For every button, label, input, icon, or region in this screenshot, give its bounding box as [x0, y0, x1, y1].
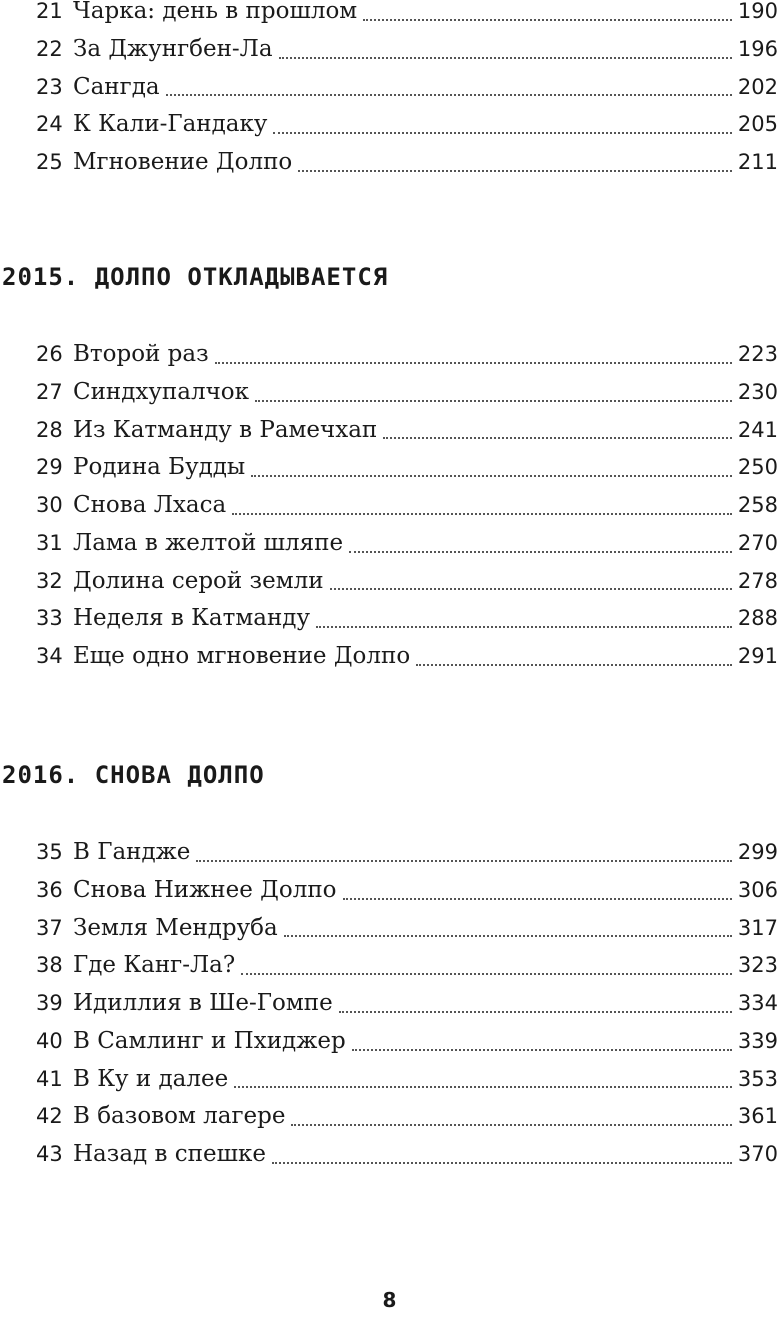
toc-entry — [36, 638, 778, 676]
toc-entry — [36, 1098, 778, 1136]
entry-title: Снова Лхаса — [73, 492, 227, 518]
entry-number: 35 — [36, 840, 63, 864]
dot-leader — [339, 1011, 732, 1013]
entry-number: 42 — [36, 1104, 63, 1129]
entry-title: В Ку и далее — [73, 1065, 229, 1092]
toc-entry — [36, 336, 778, 374]
entry-title: Идиллия в Ше-Гомпе — [73, 990, 333, 1016]
entry-title: Где Канг-Ла? — [73, 952, 236, 979]
dot-leader — [272, 1162, 732, 1164]
entry-title: В Самлинг и Пхиджер — [73, 1027, 346, 1054]
dot-leader — [330, 588, 732, 590]
entry-title: Чарка: день в прошлом — [73, 0, 358, 24]
entry-title: Второй раз — [73, 341, 209, 367]
entry-page: 230 — [737, 379, 778, 404]
dot-leader — [279, 57, 732, 59]
entry-number: 32 — [36, 568, 63, 593]
dot-leader — [291, 1124, 731, 1126]
page-number: 8 — [382, 1288, 397, 1312]
toc-entry — [36, 106, 778, 144]
toc-entry — [36, 31, 778, 69]
entry-title: За Джунгбен-Ла — [73, 35, 273, 62]
entry-title: В базовом лагере — [73, 1103, 286, 1130]
entry-page: 339 — [737, 1028, 778, 1053]
dot-leader — [234, 1086, 732, 1088]
toc-entry — [36, 600, 778, 638]
dot-leader — [215, 362, 732, 364]
entry-number: 33 — [36, 606, 63, 631]
toc-list-continued — [36, 0, 778, 182]
dot-leader — [196, 860, 731, 862]
entry-page: 223 — [737, 342, 778, 366]
dot-leader — [166, 94, 732, 96]
entry-page: 196 — [737, 36, 778, 61]
entry-number: 23 — [36, 74, 63, 99]
toc-entry — [36, 872, 778, 910]
entry-page: 291 — [737, 644, 778, 668]
dot-leader — [363, 19, 732, 21]
entry-number: 29 — [36, 455, 63, 480]
toc-entry — [36, 69, 778, 107]
dot-leader — [273, 132, 732, 134]
entry-number: 39 — [36, 991, 63, 1015]
entry-title: Из Катманду в Рамечхап — [73, 416, 378, 443]
entry-number: 43 — [36, 1142, 63, 1166]
entry-page: 353 — [737, 1066, 778, 1091]
entry-title: Долина серой земли — [73, 567, 324, 594]
toc-entry — [36, 910, 778, 948]
dot-leader — [352, 1049, 732, 1051]
entry-number: 34 — [36, 644, 63, 668]
entry-title: Сангда — [73, 73, 160, 100]
entry-page: 299 — [737, 840, 778, 864]
dot-leader — [383, 437, 732, 439]
entry-title: Синдхупалчок — [73, 378, 250, 405]
toc-list-2016 — [36, 834, 778, 1174]
toc-entry — [36, 947, 778, 985]
entry-title: Снова Нижнее Долпо — [73, 876, 337, 903]
toc-entry — [36, 1136, 778, 1174]
entry-page: 202 — [737, 74, 778, 99]
entry-page: 278 — [737, 568, 778, 593]
entry-title: Неделя в Катманду — [73, 605, 310, 632]
toc-entry — [36, 144, 778, 182]
section-heading: 2015. ДОЛПО ОТКЛАДЫВАЕТСЯ — [2, 263, 389, 291]
entry-number: 27 — [36, 379, 63, 404]
toc-entry — [36, 985, 778, 1023]
toc-entry — [36, 487, 778, 525]
dot-leader — [343, 898, 732, 900]
entry-title: В Гандже — [73, 839, 191, 865]
entry-page: 334 — [737, 991, 778, 1015]
toc-entry — [36, 525, 778, 563]
entry-page: 205 — [737, 112, 778, 137]
section-heading: 2016. СНОВА ДОЛПО — [2, 761, 265, 789]
dot-leader — [251, 475, 732, 477]
entry-number: 24 — [36, 112, 63, 137]
entry-title: Родина Будды — [73, 454, 246, 481]
toc-entry — [36, 449, 778, 487]
toc-entry — [36, 0, 778, 31]
dot-leader — [416, 664, 732, 666]
entry-title: Еще одно мгновение Долпо — [73, 643, 411, 669]
entry-number: 38 — [36, 953, 63, 978]
toc-entry — [36, 834, 778, 872]
toc-entry — [36, 563, 778, 601]
entry-number: 21 — [36, 0, 63, 23]
toc-entry — [36, 1061, 778, 1099]
entry-page: 241 — [737, 417, 778, 442]
toc-entry — [36, 374, 778, 412]
entry-page: 361 — [737, 1104, 778, 1129]
dot-leader — [349, 551, 732, 553]
entry-title: Земля Мендруба — [73, 914, 278, 941]
entry-title: Мгновение Долпо — [73, 149, 293, 175]
entry-number: 28 — [36, 417, 63, 442]
entry-page: 250 — [737, 455, 778, 480]
toc-list-2015 — [36, 336, 778, 676]
entry-page: 288 — [737, 606, 778, 631]
entry-number: 30 — [36, 493, 63, 517]
entry-number: 26 — [36, 342, 63, 366]
dot-leader — [255, 400, 732, 402]
entry-title: Лама в желтой шляпе — [73, 529, 344, 556]
dot-leader — [298, 170, 732, 172]
entry-title: Назад в спешке — [73, 1141, 266, 1167]
entry-page: 190 — [737, 0, 778, 23]
dot-leader — [241, 973, 732, 975]
entry-page: 317 — [737, 915, 778, 940]
entry-number: 40 — [36, 1028, 63, 1053]
entry-number: 31 — [36, 530, 63, 555]
toc-entry — [36, 412, 778, 450]
dot-leader — [232, 513, 732, 515]
dot-leader — [284, 935, 732, 937]
entry-title: К Кали-Гандаку — [73, 111, 268, 138]
entry-page: 211 — [737, 150, 778, 174]
entry-number: 25 — [36, 150, 63, 174]
entry-page: 370 — [737, 1142, 778, 1166]
dot-leader — [316, 626, 732, 628]
toc-entry — [36, 1023, 778, 1061]
entry-page: 258 — [737, 493, 778, 517]
entry-number: 36 — [36, 877, 63, 902]
entry-page: 306 — [737, 877, 778, 902]
entry-page: 270 — [737, 530, 778, 555]
entry-page: 323 — [737, 953, 778, 978]
entry-number: 22 — [36, 36, 63, 61]
entry-number: 37 — [36, 915, 63, 940]
entry-number: 41 — [36, 1066, 63, 1091]
